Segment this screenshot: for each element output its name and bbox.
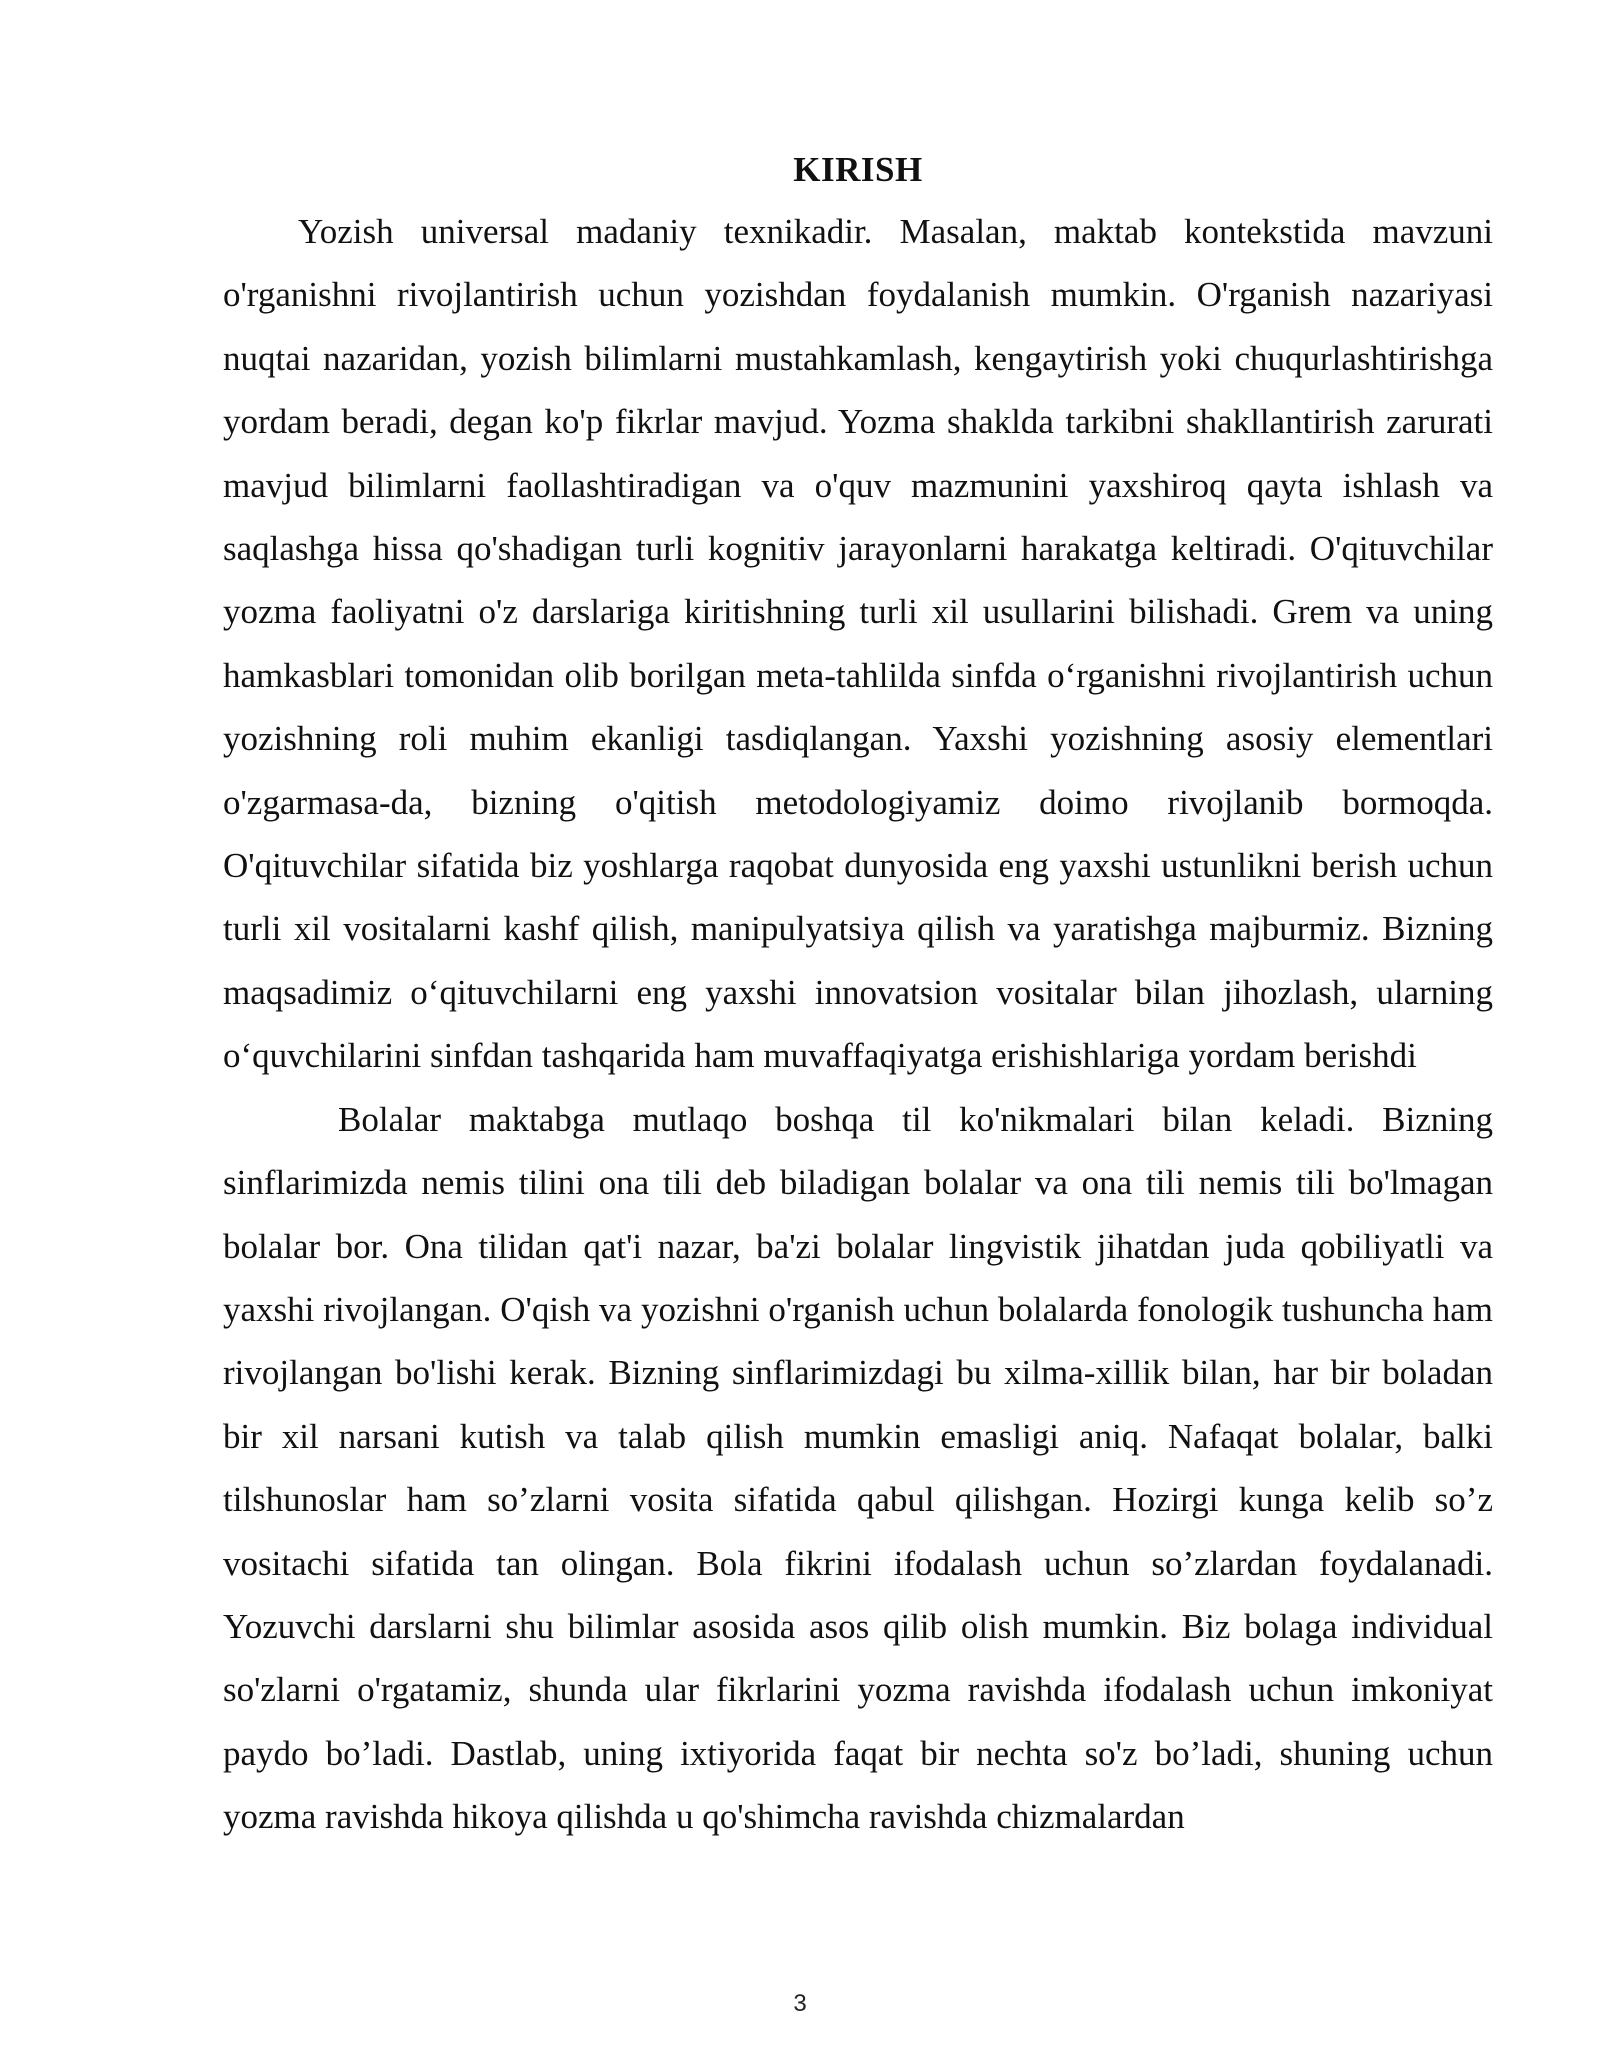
page-content	[223, 140, 1493, 1849]
page-title: KIRISH	[793, 150, 923, 189]
paragraph-intro: Yozish universal madaniy texnikadir. Masalan, maktab kontekstida mavzuni o'rganishni rivojlantirish uchun yozishdan foydalanish mumkin. O'rganish nazariyasi nuqtai nazaridan, yozish bilimlarni mustahkamlash, kengaytirish yoki chuqurlashtirishga yordam beradi, degan ko'p fikrlar mavjud. Yozma shaklda tarkibni shakllantirish zarurati mavjud bilimlarni faollashtiradigan va o'quv mazmunini yaxshiroq qayta ishlash va saqlashga hissa qo'shadigan turli kognitiv jarayonlarni harakatga keltiradi. O'qituvchilar yozma faoliyatni o'z darslariga kiritishning turli xil usullarini bilishadi. Grem va uning hamkasblari tomonidan olib borilgan meta-tahlilda sinfda o‘rganishni rivojlantirish uchun yozishning roli muhim ekanligi tasdiqlangan. Yaxshi yozishning asosiy elementlari o'zgarmasa-da, bizning o'qitish metodologiyamiz doimo rivojlanib bormoqda. O'qituvchilar sifatida biz yoshlarga raqobat dunyosida eng yaxshi ustunlikni berish uchun turli xil vositalarni kashf qilish, manipulyatsiya qilish va yaratishga majburmiz. Bizning maqsadimiz o‘qituvchilarni eng yaxshi innovatsion vositalar bilan jihozlash, ularning o‘quvchilarini sinfdan tashqarida ham muvaffaqiyatga erishishlariga yordam berishdi	[223, 212, 1493, 1076]
page-number: 3	[793, 1990, 807, 2017]
paragraph-children-language: Bolalar maktabga mutlaqo boshqa til ko'nikmalari bilan keladi. Bizning sinflarimizda nemis tilini ona tili deb biladigan bolalar va ona tili nemis tili bo'lmagan bolalar bor. Ona tilidan qat'i nazar, ba'zi bolalar lingvistik jihatdan juda qobiliyatli va yaxshi rivojlangan. O'qish va yozishni o'rganish uchun bolalarda fonologik tushuncha ham rivojlangan bo'lishi kerak. Bizning sinflarimizdagi bu xilma-xillik bilan, har bir boladan bir xil narsani kutish va talab qilish mumkin emasligi aniq. Nafaqat bolalar, balki tilshunoslar ham so’zlarni vosita sifatida qabul qilishgan. Hozirgi kunga kelib so’z vositachi sifatida tan olingan. Bola fikrini ifodalash uchun so’zlardan foydalanadi. Yozuvchi darslarni shu bilimlar asosida asos qilib olish mumkin. Biz bolaga individual so'zlarni o'rgatamiz, shunda ular fikrlarini yozma ravishda ifodalash uchun imkoniyat paydo bo’ladi. Dastlab, uning ixtiyorida faqat bir nechta so'z bo’ladi, shuning uchun yozma ravishda hikoya qilishda u qo'shimcha ravishda chizmalardan	[223, 1099, 1493, 1837]
